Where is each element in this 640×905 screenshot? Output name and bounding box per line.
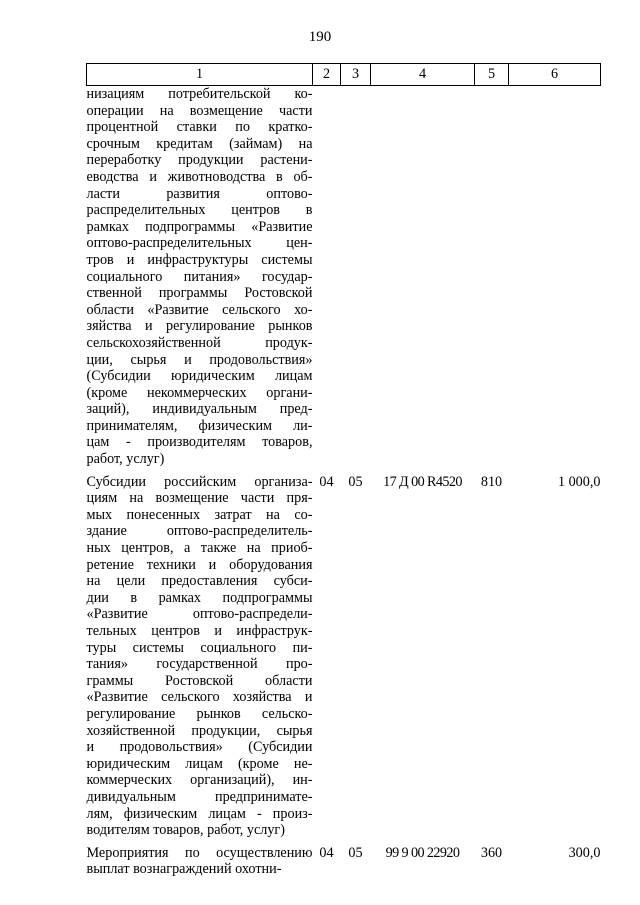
description-line: Субсидии российским организа-	[86, 473, 313, 490]
row-subsection-code	[341, 86, 371, 468]
row-section-code: 04	[319, 473, 334, 490]
row-description	[87, 839, 313, 878]
table-header-row	[87, 64, 601, 86]
table-row	[87, 86, 601, 468]
description-line: операции на возмещение части	[86, 102, 313, 119]
description-line: регулирование рынков сельско-	[86, 705, 313, 722]
row-target-article-code	[371, 86, 475, 468]
description-line: ласти развития оптово-	[86, 185, 313, 202]
description-line: зяйства и регулирование рынков	[86, 318, 313, 335]
row-amount: 300,0	[568, 844, 601, 861]
description-line: ции, сырья и продовольствия»	[86, 351, 313, 368]
description-line: туры системы социального пи-	[86, 639, 313, 656]
description-line: коммерческих организаций), ин-	[86, 772, 313, 789]
table-row	[87, 468, 601, 839]
header-col-6: 6	[509, 64, 601, 86]
row-subsection-code: 05	[348, 844, 363, 861]
header-col-1: 1	[87, 64, 313, 86]
description-line: (Субсидии юридическим лицам	[86, 368, 313, 385]
description-line: ных центров, а также на приоб-	[86, 540, 313, 557]
description-line: (кроме некоммерческих органи-	[86, 384, 313, 401]
description-line: тров и инфраструктуры системы	[86, 251, 313, 268]
row-expense-type-code	[475, 86, 509, 468]
budget-table	[86, 63, 601, 878]
description-line: заций), индивидуальным пред-	[86, 401, 313, 418]
table-row	[87, 839, 601, 878]
description-line: тельных центров и инфраструк-	[86, 623, 313, 639]
description-line: выплат вознаграждений охотни-	[86, 861, 282, 878]
description-line: срочным кредитам (займам) на	[86, 135, 313, 152]
description-line: процентной ставки по кратко-	[86, 119, 313, 136]
description-line: работ, услуг)	[86, 451, 165, 468]
row-section-code: 04	[319, 844, 334, 861]
description-line: юридическим лицам (кроме не-	[86, 755, 313, 772]
description-line: рамках подпрограммы «Развитие	[86, 218, 313, 235]
description-line: мых понесенных затрат на со-	[86, 506, 313, 523]
description-line: оптово-распределительных цен-	[86, 235, 313, 252]
description-line: на цели предоставления субси-	[86, 573, 313, 590]
description-line: Мероприятия по осуществлению	[86, 844, 313, 861]
description-line: «Развитие сельского хозяйства и	[86, 689, 313, 706]
row-target-article-code: 99 9 00 22920	[385, 844, 460, 861]
description-line: здание оптово-распределитель-	[86, 523, 313, 540]
page-number: 190	[308, 29, 332, 45]
description-line: лям, физическим лицам - произ-	[86, 805, 313, 822]
row-target-article-code: 17 Д 00 R4520	[383, 473, 462, 490]
header-col-2: 2	[313, 64, 341, 86]
description-line: принимателям, физическим ли-	[86, 417, 313, 434]
row-expense-type-code: 810	[480, 473, 503, 490]
description-line: хозяйственной продукции, сырья	[86, 722, 313, 739]
description-line: области «Развитие сельского хо-	[86, 301, 313, 318]
row-section-code	[313, 86, 341, 468]
description-line: дии в рамках подпрограммы	[86, 589, 313, 606]
header-col-4: 4	[371, 64, 475, 86]
description-line: ственной программы Ростовской	[86, 285, 313, 302]
description-line: тания» государственной про-	[86, 656, 313, 673]
description-line: граммы Ростовской области	[86, 672, 313, 689]
description-line: сельскохозяйственной продук-	[86, 334, 313, 351]
header-col-5: 5	[475, 64, 509, 86]
description-line: водителям товаров, работ, услуг)	[86, 822, 285, 839]
row-description	[87, 468, 313, 839]
row-amount	[509, 86, 601, 468]
header-col-3: 3	[341, 64, 371, 86]
description-line: низациям потребительской ко-	[86, 86, 313, 102]
description-line: распределительных центров в	[86, 202, 313, 219]
description-line: социального питания» государ-	[86, 268, 313, 285]
description-line: и продовольствия» (Субсидии	[86, 739, 313, 756]
description-line: циям на возмещение части пря-	[86, 490, 313, 507]
description-line: цам - производителям товаров,	[86, 434, 313, 451]
description-line: дивидуальным предпринимате-	[86, 788, 313, 805]
description-line: еводства и животноводства в об-	[86, 168, 313, 185]
description-line: переработку продукции растени-	[86, 152, 313, 169]
row-amount: 1 000,0	[557, 473, 601, 490]
description-line: «Развитие оптово-распредели-	[86, 606, 313, 623]
row-subsection-code: 05	[348, 473, 363, 490]
row-description	[87, 86, 313, 468]
row-expense-type-code: 360	[480, 844, 503, 861]
description-line: ретение техники и оборудования	[86, 556, 313, 573]
